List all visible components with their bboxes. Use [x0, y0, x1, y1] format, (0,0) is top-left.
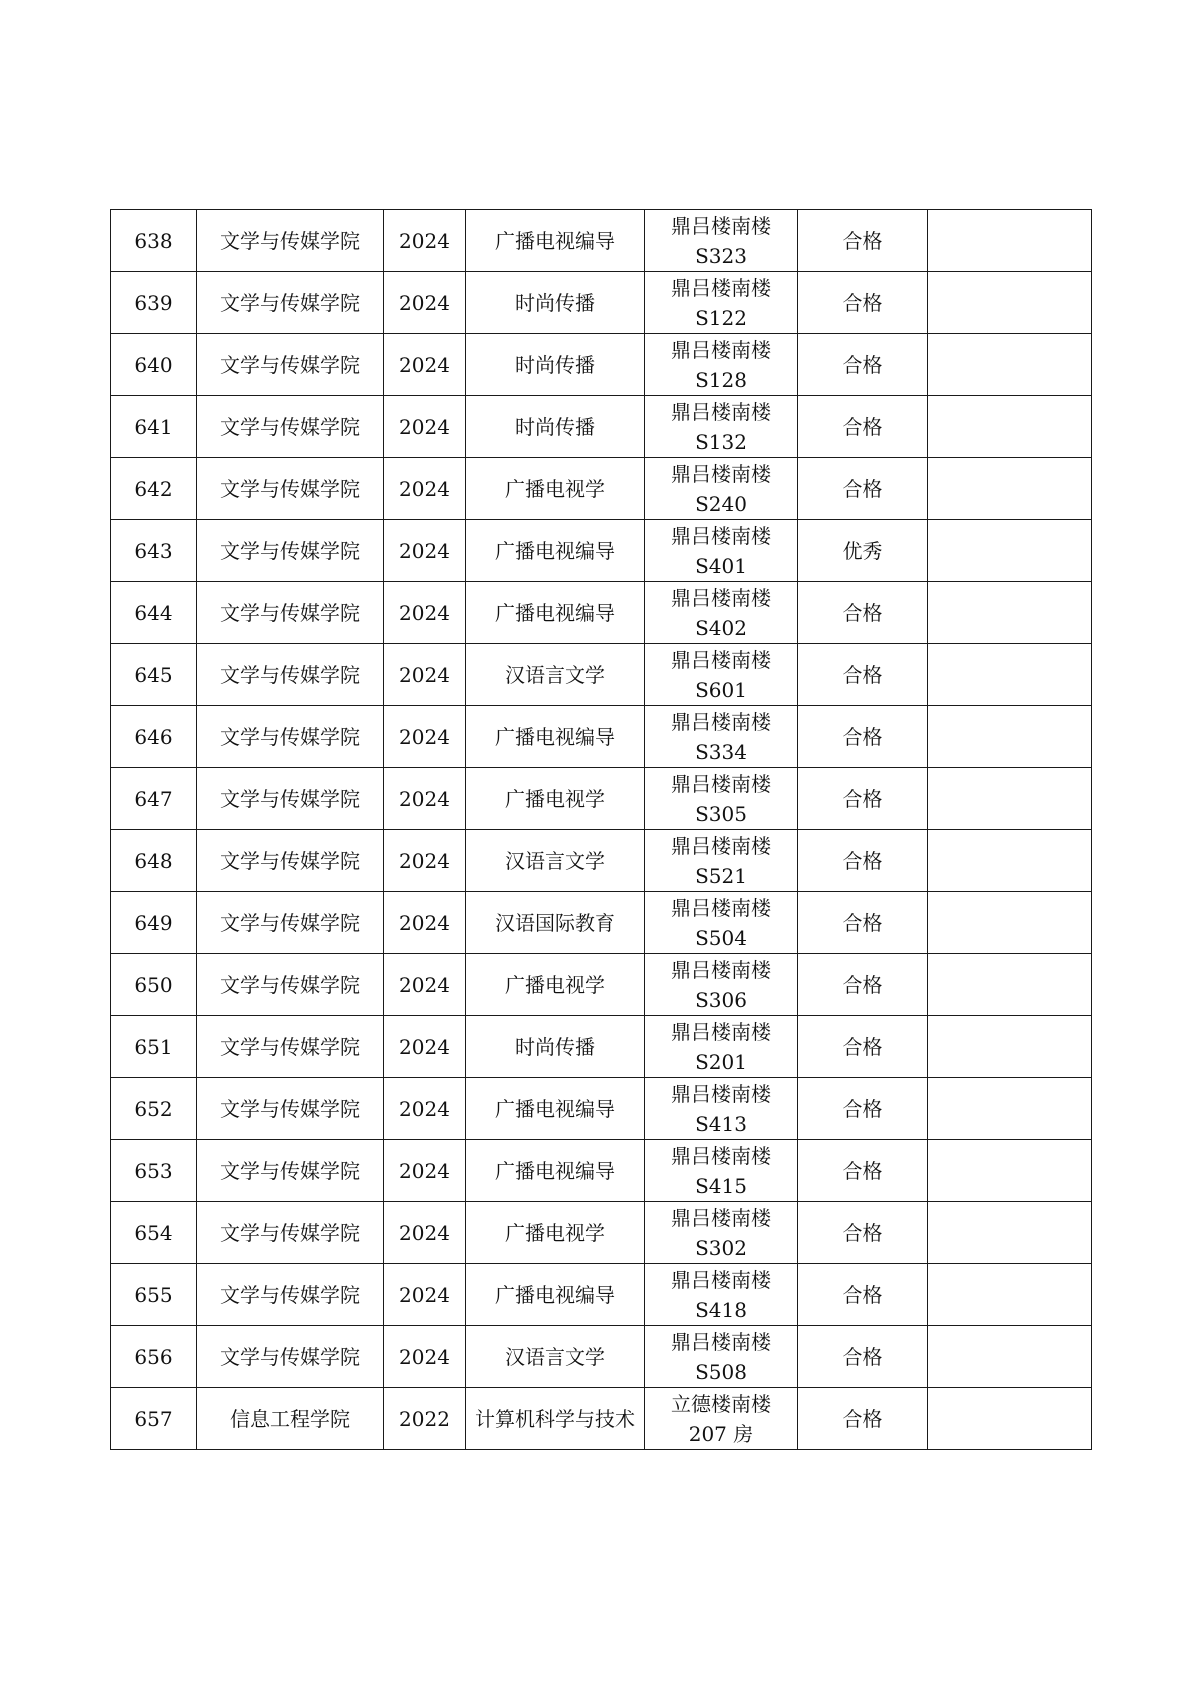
cell-result: 合格 [798, 458, 928, 520]
cell-result: 合格 [798, 1016, 928, 1078]
cell-location [645, 1078, 798, 1140]
cell-note [928, 396, 1092, 458]
cell-number: 643 [111, 520, 197, 582]
table-row [111, 582, 1092, 644]
cell-location [645, 334, 798, 396]
cell-college: 文学与传媒学院 [197, 458, 384, 520]
cell-note [928, 954, 1092, 1016]
cell-location [645, 1202, 798, 1264]
cell-major: 广播电视学 [466, 1202, 645, 1264]
cell-note [928, 706, 1092, 768]
cell-college: 文学与传媒学院 [197, 954, 384, 1016]
location-room: S401 [695, 553, 747, 578]
cell-number: 646 [111, 706, 197, 768]
table-row [111, 334, 1092, 396]
location-building: 鼎吕楼南楼 [671, 1143, 771, 1168]
cell-year: 2024 [384, 1202, 466, 1264]
location-room: S323 [695, 243, 747, 268]
cell-location [645, 210, 798, 272]
cell-result: 合格 [798, 396, 928, 458]
cell-college: 文学与传媒学院 [197, 1078, 384, 1140]
cell-result: 合格 [798, 768, 928, 830]
cell-number: 649 [111, 892, 197, 954]
table-body [111, 210, 1092, 1450]
cell-major: 时尚传播 [466, 1016, 645, 1078]
location-building: 鼎吕楼南楼 [671, 1081, 771, 1106]
table-row [111, 396, 1092, 458]
cell-college: 文学与传媒学院 [197, 892, 384, 954]
cell-college: 文学与传媒学院 [197, 706, 384, 768]
cell-major: 汉语言文学 [466, 1326, 645, 1388]
cell-college: 文学与传媒学院 [197, 644, 384, 706]
cell-location [645, 396, 798, 458]
cell-college: 文学与传媒学院 [197, 520, 384, 582]
cell-year: 2024 [384, 458, 466, 520]
cell-note [928, 582, 1092, 644]
table-row [111, 272, 1092, 334]
location-room: S122 [695, 305, 747, 330]
records-table [110, 209, 1092, 1450]
cell-year: 2024 [384, 1140, 466, 1202]
cell-major: 时尚传播 [466, 272, 645, 334]
cell-note [928, 644, 1092, 706]
cell-number: 653 [111, 1140, 197, 1202]
cell-location [645, 830, 798, 892]
cell-year: 2024 [384, 892, 466, 954]
location-room: S305 [695, 801, 747, 826]
cell-major: 时尚传播 [466, 334, 645, 396]
cell-result: 合格 [798, 582, 928, 644]
cell-note [928, 272, 1092, 334]
cell-note [928, 1388, 1092, 1450]
cell-result: 合格 [798, 1326, 928, 1388]
cell-note [928, 1264, 1092, 1326]
table-row [111, 954, 1092, 1016]
table-row [111, 830, 1092, 892]
location-room: S521 [695, 863, 747, 888]
table-row [111, 1016, 1092, 1078]
cell-college: 文学与传媒学院 [197, 272, 384, 334]
cell-result: 合格 [798, 1078, 928, 1140]
location-building: 鼎吕楼南楼 [671, 213, 771, 238]
table-row [111, 1326, 1092, 1388]
location-building: 鼎吕楼南楼 [671, 647, 771, 672]
location-building: 鼎吕楼南楼 [671, 771, 771, 796]
table-row [111, 210, 1092, 272]
cell-major: 汉语言文学 [466, 830, 645, 892]
location-room: S415 [695, 1173, 747, 1198]
cell-result: 合格 [798, 272, 928, 334]
location-building: 鼎吕楼南楼 [671, 833, 771, 858]
cell-location [645, 768, 798, 830]
cell-year: 2024 [384, 954, 466, 1016]
table-row [111, 768, 1092, 830]
cell-year: 2024 [384, 768, 466, 830]
table-row [111, 706, 1092, 768]
location-building: 鼎吕楼南楼 [671, 1019, 771, 1044]
location-building: 鼎吕楼南楼 [671, 275, 771, 300]
table-row [111, 1388, 1092, 1450]
table-row [111, 1078, 1092, 1140]
cell-note [928, 1016, 1092, 1078]
location-room: S413 [695, 1111, 747, 1136]
cell-location [645, 272, 798, 334]
cell-major: 汉语言文学 [466, 644, 645, 706]
table-row [111, 458, 1092, 520]
cell-major: 广播电视编导 [466, 706, 645, 768]
cell-year: 2024 [384, 520, 466, 582]
cell-location [645, 644, 798, 706]
table-row [111, 892, 1092, 954]
location-building: 鼎吕楼南楼 [671, 895, 771, 920]
cell-number: 650 [111, 954, 197, 1016]
cell-number: 655 [111, 1264, 197, 1326]
location-room: S334 [695, 739, 747, 764]
cell-note [928, 458, 1092, 520]
cell-number: 657 [111, 1388, 197, 1450]
cell-result: 合格 [798, 1140, 928, 1202]
cell-college: 文学与传媒学院 [197, 1140, 384, 1202]
cell-result: 合格 [798, 1264, 928, 1326]
cell-major: 广播电视学 [466, 458, 645, 520]
cell-number: 641 [111, 396, 197, 458]
cell-location [645, 706, 798, 768]
location-room: S402 [695, 615, 747, 640]
cell-location [645, 1388, 798, 1450]
cell-number: 651 [111, 1016, 197, 1078]
cell-college: 文学与传媒学院 [197, 1202, 384, 1264]
cell-major: 广播电视编导 [466, 1078, 645, 1140]
cell-year: 2024 [384, 210, 466, 272]
cell-result: 合格 [798, 830, 928, 892]
cell-year: 2024 [384, 1016, 466, 1078]
cell-year: 2024 [384, 334, 466, 396]
cell-major: 广播电视编导 [466, 520, 645, 582]
cell-note [928, 1078, 1092, 1140]
cell-location [645, 582, 798, 644]
cell-college: 文学与传媒学院 [197, 830, 384, 892]
location-building: 鼎吕楼南楼 [671, 585, 771, 610]
cell-result: 合格 [798, 706, 928, 768]
cell-result: 合格 [798, 1388, 928, 1450]
location-room: 207 房 [688, 1421, 754, 1446]
cell-year: 2024 [384, 644, 466, 706]
cell-number: 639 [111, 272, 197, 334]
cell-location [645, 1016, 798, 1078]
cell-location [645, 1140, 798, 1202]
location-room: S240 [695, 491, 747, 516]
location-building: 立德楼南楼 [671, 1391, 771, 1416]
cell-note [928, 1140, 1092, 1202]
cell-year: 2024 [384, 272, 466, 334]
cell-year: 2024 [384, 706, 466, 768]
cell-location [645, 892, 798, 954]
cell-number: 640 [111, 334, 197, 396]
table-row [111, 1264, 1092, 1326]
location-building: 鼎吕楼南楼 [671, 957, 771, 982]
cell-location [645, 1326, 798, 1388]
cell-college: 信息工程学院 [197, 1388, 384, 1450]
location-building: 鼎吕楼南楼 [671, 1205, 771, 1230]
cell-location [645, 520, 798, 582]
cell-result: 合格 [798, 1202, 928, 1264]
cell-college: 文学与传媒学院 [197, 768, 384, 830]
cell-note [928, 334, 1092, 396]
cell-major: 时尚传播 [466, 396, 645, 458]
location-building: 鼎吕楼南楼 [671, 1267, 771, 1292]
cell-result: 合格 [798, 210, 928, 272]
cell-major: 广播电视学 [466, 954, 645, 1016]
cell-year: 2022 [384, 1388, 466, 1450]
cell-major: 广播电视编导 [466, 210, 645, 272]
table-row [111, 1202, 1092, 1264]
location-building: 鼎吕楼南楼 [671, 1329, 771, 1354]
location-room: S601 [695, 677, 747, 702]
location-room: S302 [695, 1235, 747, 1260]
location-room: S418 [695, 1297, 747, 1322]
cell-major: 广播电视编导 [466, 582, 645, 644]
cell-number: 648 [111, 830, 197, 892]
cell-year: 2024 [384, 830, 466, 892]
cell-result: 合格 [798, 892, 928, 954]
cell-college: 文学与传媒学院 [197, 1016, 384, 1078]
location-building: 鼎吕楼南楼 [671, 709, 771, 734]
cell-number: 645 [111, 644, 197, 706]
location-room: S128 [695, 367, 747, 392]
cell-number: 644 [111, 582, 197, 644]
cell-college: 文学与传媒学院 [197, 334, 384, 396]
location-room: S201 [695, 1049, 747, 1074]
cell-number: 638 [111, 210, 197, 272]
table-row [111, 644, 1092, 706]
cell-location [645, 954, 798, 1016]
cell-location [645, 1264, 798, 1326]
cell-year: 2024 [384, 1264, 466, 1326]
cell-college: 文学与传媒学院 [197, 582, 384, 644]
cell-major: 广播电视编导 [466, 1140, 645, 1202]
cell-number: 652 [111, 1078, 197, 1140]
cell-year: 2024 [384, 582, 466, 644]
location-building: 鼎吕楼南楼 [671, 461, 771, 486]
cell-major: 广播电视编导 [466, 1264, 645, 1326]
cell-note [928, 768, 1092, 830]
table-row [111, 1140, 1092, 1202]
cell-result: 合格 [798, 954, 928, 1016]
cell-result: 合格 [798, 334, 928, 396]
cell-college: 文学与传媒学院 [197, 396, 384, 458]
cell-note [928, 1202, 1092, 1264]
cell-result: 优秀 [798, 520, 928, 582]
cell-college: 文学与传媒学院 [197, 210, 384, 272]
cell-college: 文学与传媒学院 [197, 1264, 384, 1326]
cell-year: 2024 [384, 1078, 466, 1140]
location-building: 鼎吕楼南楼 [671, 523, 771, 548]
location-room: S306 [695, 987, 747, 1012]
cell-major: 广播电视学 [466, 768, 645, 830]
cell-college: 文学与传媒学院 [197, 1326, 384, 1388]
table-row [111, 520, 1092, 582]
location-room: S504 [695, 925, 747, 950]
cell-note [928, 520, 1092, 582]
cell-note [928, 210, 1092, 272]
location-room: S508 [695, 1359, 747, 1384]
cell-note [928, 1326, 1092, 1388]
cell-note [928, 830, 1092, 892]
cell-major: 汉语国际教育 [466, 892, 645, 954]
location-building: 鼎吕楼南楼 [671, 399, 771, 424]
cell-result: 合格 [798, 644, 928, 706]
cell-location [645, 458, 798, 520]
cell-number: 647 [111, 768, 197, 830]
cell-number: 656 [111, 1326, 197, 1388]
cell-number: 654 [111, 1202, 197, 1264]
location-building: 鼎吕楼南楼 [671, 337, 771, 362]
location-room: S132 [695, 429, 747, 454]
cell-number: 642 [111, 458, 197, 520]
cell-note [928, 892, 1092, 954]
cell-year: 2024 [384, 1326, 466, 1388]
cell-major: 计算机科学与技术 [466, 1388, 645, 1450]
cell-year: 2024 [384, 396, 466, 458]
